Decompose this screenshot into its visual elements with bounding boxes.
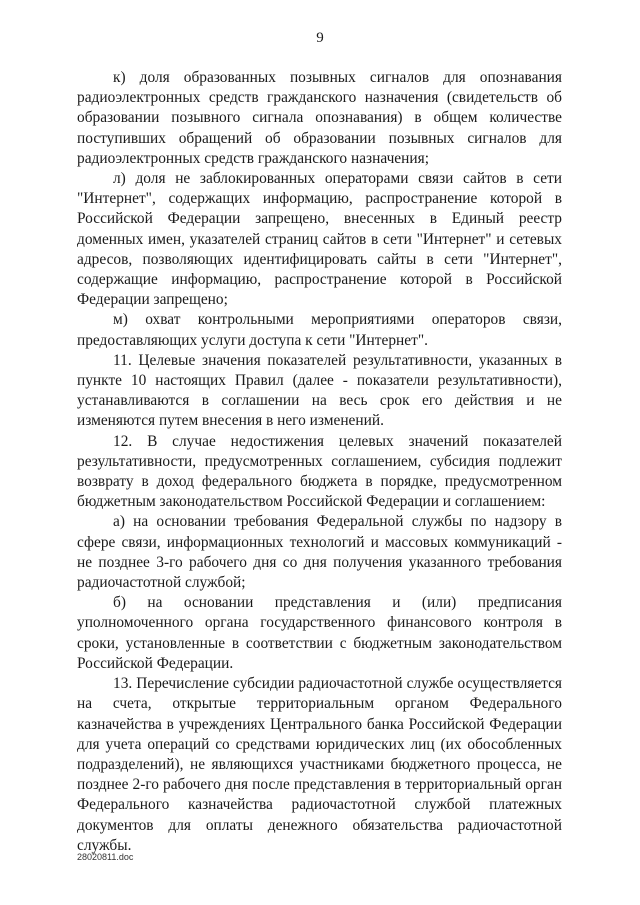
- document-body: [77, 68, 562, 856]
- footer-file-name: 28020811.doc: [77, 852, 134, 862]
- paragraph-item-a: а) на основании требования Федеральной службы по надзору в сфере связи, информационных технологий и массовых коммуникаций - не позднее 3-го рабочего дня со дня получения указанного требования радиочастотной службой;: [77, 513, 562, 592]
- paragraph-item-m: м) охват контрольными мероприятиями операторов связи, предоставляющих услуги доступа к сети "Интернет".: [77, 311, 562, 349]
- paragraph-clause-12: 12. В случае недостижения целевых значений показателей результативности, предусмотренных соглашением, субсидия подлежит возврату в доход федерального бюджета в порядке, предусмотренном бюджетным законодательством Российской Федерации и соглашением:: [77, 432, 562, 511]
- paragraph-clause-13: 13. Перечисление субсидии радиочастотной службе осуществляется на счета, открытые территориальным органом Федерального казначейства в учреждениях Центрального банка Российской Федерации для учета операций со средствами юридических лиц (их обособленных подразделений), не являющихся участниками бюджетного процесса, не позднее 2-го рабочего дня после представления в территориальный орган Федерального казначейства радиочастотной службой платежных документов для оплаты денежного обязательства радиочастотной службы.: [77, 675, 562, 854]
- paragraph-clause-11: 11. Целевые значения показателей результативности, указанных в пункте 10 настоящих Правил (далее - показатели результативности), устанавливаются в соглашении на весь срок его действия и не изменяются путем внесения в него изменений.: [77, 351, 562, 430]
- paragraph-item-l: л) доля не заблокированных операторами связи сайтов в сети "Интернет", содержащих информацию, распространение которой в Российской Федерации запрещено, внесенных в Единый реестр доменных имен, указателей страниц сайтов в сети "Интернет" и сетевых адресов, позволяющих идентифицировать сайты в сети "Интернет", содержащие информацию, распространение которой в Российской Федерации запрещено;: [77, 170, 562, 309]
- paragraph-item-b: б) на основании представления и (или) предписания уполномоченного органа государственного финансового контроля в сроки, установленные в соответствии с бюджетным законодательством Российской Федерации.: [77, 594, 562, 672]
- page-number: 9: [316, 30, 324, 46]
- paragraph-item-k: к) доля образованных позывных сигналов для опознавания радиоэлектронных средств гражданского назначения (свидетельств об образовании позывного сигнала опознавания) в общем количестве поступивших обращений об образовании позывных сигналов для радиоэлектронных средств гражданского назначения;: [77, 69, 562, 167]
